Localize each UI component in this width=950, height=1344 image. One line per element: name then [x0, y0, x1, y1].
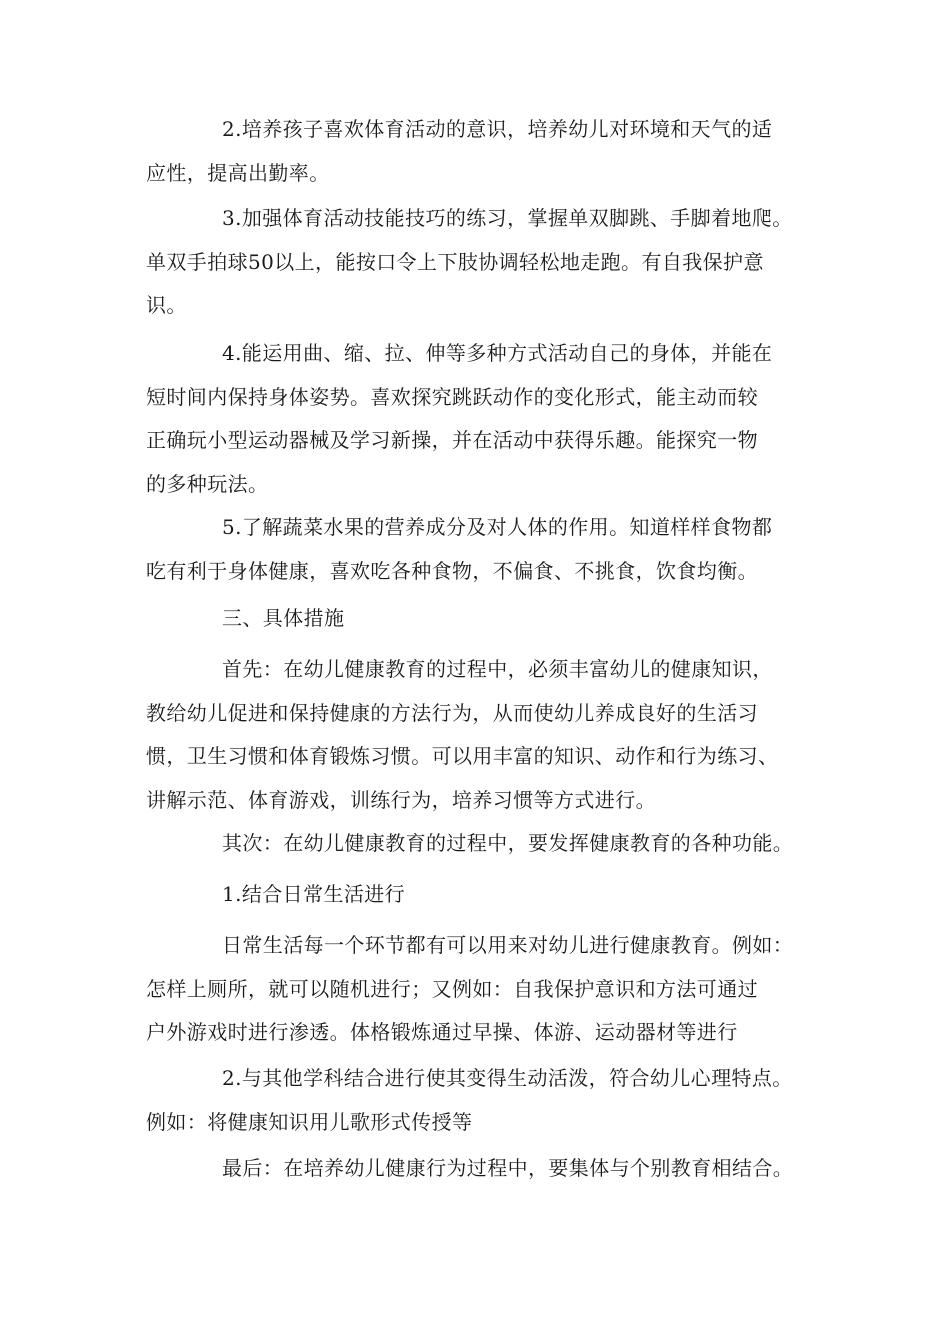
text-line: 短时间内保持身体姿势。喜欢探究跳跃动作的变化形式，能主动而较 — [146, 384, 758, 409]
paragraph-goal-4 — [146, 332, 826, 506]
paragraph-finally — [146, 1147, 826, 1191]
section-heading-measures — [146, 597, 826, 641]
text-line: 其次：在幼儿健康教育的过程中，要发挥健康教育的各种功能。 — [222, 831, 794, 855]
section-heading: 三、具体措施 — [222, 606, 345, 630]
text-line: 2.培养孩子喜欢体育活动的意识，培养幼儿对环境和天气的适 — [222, 117, 773, 141]
text-line: 首先：在幼儿健康教育的过程中，必须丰富幼儿的健康知识， — [222, 657, 773, 681]
text-line: 单双手拍球50以上，能按口令上下肢协调轻松地走跑。有自我保护意 — [146, 249, 764, 274]
text-line: 3.加强体育活动技能技巧的练习，掌握单双脚跳、手脚着地爬。 — [222, 206, 793, 230]
paragraph-goal-2 — [146, 108, 826, 195]
text-line: 日常生活每一个环节都有可以用来对幼儿进行健康教育。例如： — [222, 933, 794, 957]
paragraph-goal-3 — [146, 197, 826, 328]
text-line: 2.与其他学科结合进行使其变得生动活泼，符合幼儿心理特点。 — [222, 1066, 793, 1090]
text-line: 最后：在培养幼儿健康行为过程中，要集体与个别教育相结合。 — [222, 1156, 794, 1180]
text-line: 惯，卫生习惯和体育锻炼习惯。可以用丰富的知识、动作和行为练习、 — [146, 744, 779, 768]
paragraph-other-subjects — [146, 1057, 826, 1144]
text-line: 的多种玩法。 — [146, 471, 269, 496]
text-line: 户外游戏时进行渗透。体格锻炼通过早操、体游、运动器材等进行 — [146, 1020, 738, 1044]
text-line: 5.了解蔬菜水果的营养成分及对人体的作用。知道样样食物都 — [222, 515, 773, 539]
paragraph-second — [146, 822, 826, 866]
paragraph-daily-life — [146, 924, 826, 1055]
text-line: 应性，提高出勤率。 — [146, 160, 330, 185]
subheading: 1.结合日常生活进行 — [222, 882, 406, 906]
text-line: 4.能运用曲、缩、拉、伸等多种方式活动自己的身体，并能在 — [222, 341, 773, 365]
paragraph-first — [146, 648, 826, 822]
text-line: 例如：将健康知识用儿歌形式传授等 — [146, 1109, 473, 1134]
text-line: 正确玩小型运动器械及学习新操，并在活动中获得乐趣。能探究一物 — [146, 428, 758, 452]
paragraph-goal-5 — [146, 506, 826, 593]
text-line: 怎样上厕所，就可以随机进行；又例如：自我保护意识和方法可通过 — [146, 976, 758, 1001]
text-line: 识。 — [146, 293, 187, 317]
text-line: 讲解示范、体育游戏，训练行为，培养习惯等方式进行。 — [146, 787, 656, 812]
text-line: 教给幼儿促进和保持健康的方法行为，从而使幼儿养成良好的生活习 — [146, 700, 758, 725]
text-line: 吃有利于身体健康，喜欢吃各种食物，不偏食、不挑食，饮食均衡。 — [146, 558, 758, 583]
subheading-daily-life — [146, 873, 826, 917]
